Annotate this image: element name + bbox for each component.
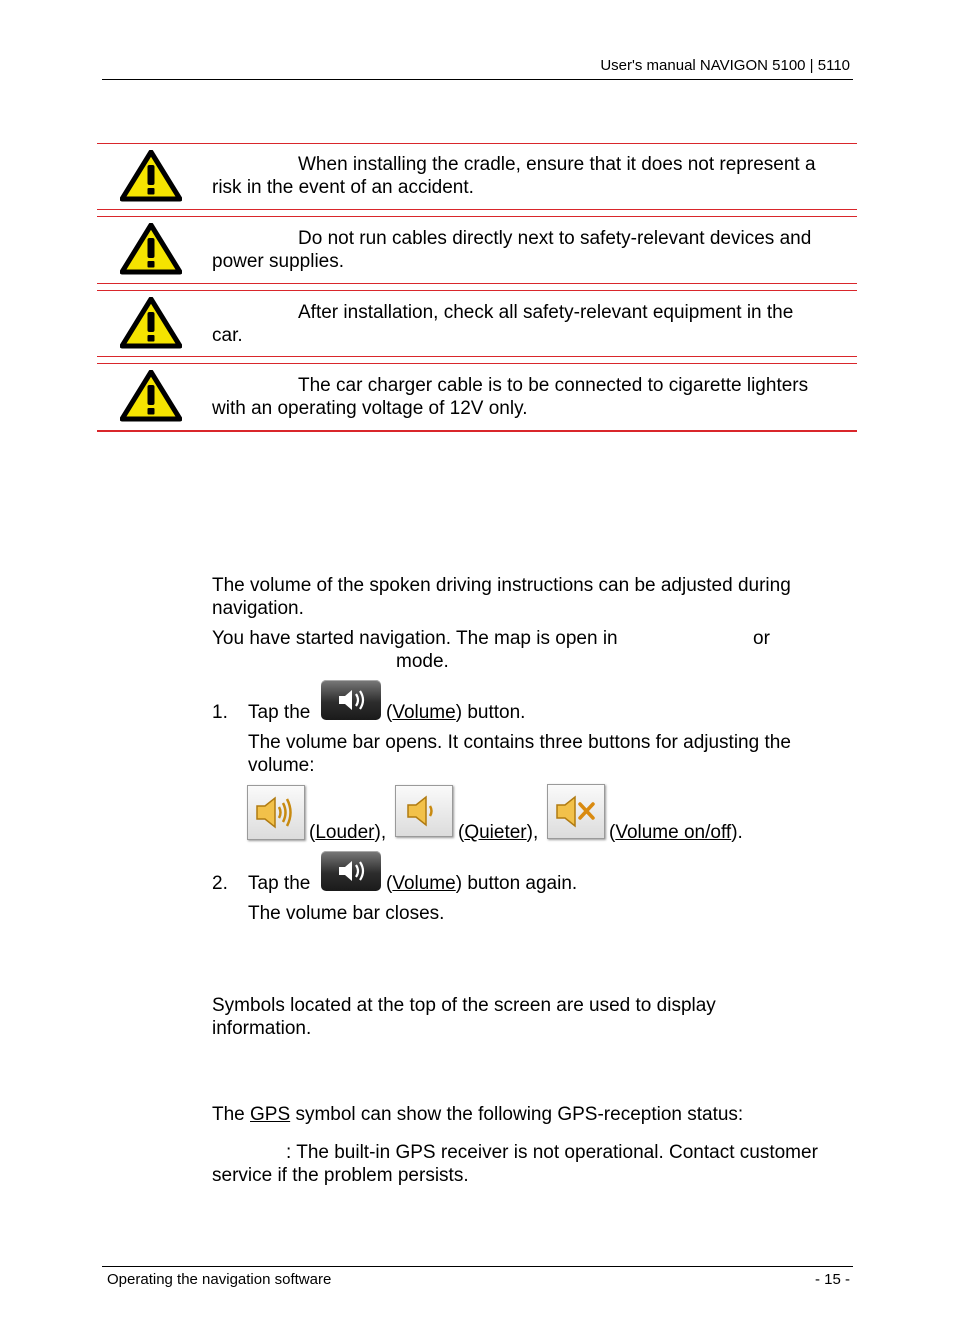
footer-rule	[102, 1266, 853, 1267]
volume-onoff-link[interactable]: Volume on/off	[615, 822, 732, 843]
warning-triangle-icon	[120, 223, 182, 275]
volume-intro	[212, 574, 791, 620]
step2-number: 2.	[212, 873, 228, 894]
step1-text-before: Tap the	[248, 702, 311, 723]
step2-text-before: Tap the	[248, 873, 311, 894]
warning-text-line1: Do not run cables directly next to safety-relevant devices and	[298, 228, 812, 249]
gps-status-line2: service if the problem persists.	[212, 1165, 469, 1186]
gps-intro	[212, 1103, 743, 1126]
warning-rule	[97, 363, 857, 364]
warning-text-line1: When installing the cradle, ensure that it does not represent a	[298, 154, 816, 175]
info-line2: information.	[212, 1018, 312, 1039]
volume-link[interactable]: Volume	[392, 873, 456, 894]
step1-result-line2: volume:	[248, 755, 315, 776]
warning-triangle-icon	[120, 370, 182, 422]
quieter-button[interactable]	[395, 785, 453, 837]
warning-triangle-icon	[120, 297, 182, 349]
warning-rule	[97, 356, 857, 357]
step2-volume-link-wrap: (Volume) button again.	[386, 873, 578, 894]
warning-text-line2: car.	[212, 325, 243, 346]
footer-section-title: Operating the navigation software	[107, 1271, 332, 1288]
volume-link[interactable]: Volume	[392, 702, 456, 723]
step1-result-line1: The volume bar opens. It contains three buttons for adjusting the	[248, 732, 791, 753]
louder-button[interactable]	[247, 785, 305, 840]
warning-text-line2: with an operating voltage of 12V only.	[212, 398, 528, 419]
gps-link[interactable]: GPS	[250, 1104, 291, 1125]
speaker-volume-icon	[321, 851, 381, 891]
step1-result	[248, 731, 791, 777]
header-rule	[102, 79, 853, 80]
warning-rule	[97, 430, 857, 432]
volume-button[interactable]	[321, 680, 381, 720]
warning-text-line2: risk in the event of an accident.	[212, 177, 474, 198]
info-line1: Symbols located at the top of the screen are used to display	[212, 995, 716, 1016]
warning-rule	[97, 209, 857, 210]
speaker-mute-icon	[548, 785, 604, 838]
speaker-loud-icon	[248, 786, 304, 839]
volume-intro-line1: The volume of the spoken driving instructions can be adjusted during	[212, 575, 791, 596]
volume-toggle-button[interactable]	[547, 784, 605, 839]
gps-status-line1: : The built-in GPS receiver is not operational. Contact customer	[286, 1142, 818, 1163]
speaker-volume-icon	[321, 680, 381, 720]
warning-rule	[97, 143, 857, 144]
info-paragraph	[212, 994, 716, 1040]
running-header: User's manual NAVIGON 5100 | 5110	[600, 57, 850, 74]
warning-rule	[97, 216, 857, 217]
volume-button[interactable]	[321, 851, 381, 891]
gps-intro-before: The	[212, 1104, 245, 1125]
warning-triangle-icon	[120, 150, 182, 202]
warning-text-line2: power supplies.	[212, 251, 345, 272]
prerequisite-part3: mode.	[396, 651, 449, 672]
gps-intro-after: symbol can show the following GPS-reception status:	[295, 1104, 744, 1125]
prerequisite-part1: You have started navigation. The map is open in	[212, 628, 618, 649]
step1-volume-link-wrap: (Volume) button.	[386, 702, 526, 723]
page-number: - 15 -	[814, 1271, 850, 1288]
warning-text-line1: The car charger cable is to be connected to cigarette lighters	[298, 375, 809, 396]
step1-number: 1.	[212, 702, 228, 723]
quieter-link[interactable]: Quieter	[464, 822, 527, 843]
speaker-quiet-icon	[396, 786, 452, 836]
warning-text-line1: After installation, check all safety-relevant equipment in the	[298, 302, 794, 323]
step2-result: The volume bar closes.	[248, 903, 445, 924]
warning-rule	[97, 290, 857, 291]
step2-text-after: button again.	[467, 873, 578, 894]
prerequisite-part2: or	[753, 628, 770, 649]
louder-link[interactable]: Louder	[315, 822, 375, 843]
volume-intro-line2: navigation.	[212, 598, 304, 619]
step1-text-after: button.	[467, 702, 526, 723]
warning-rule	[97, 283, 857, 284]
